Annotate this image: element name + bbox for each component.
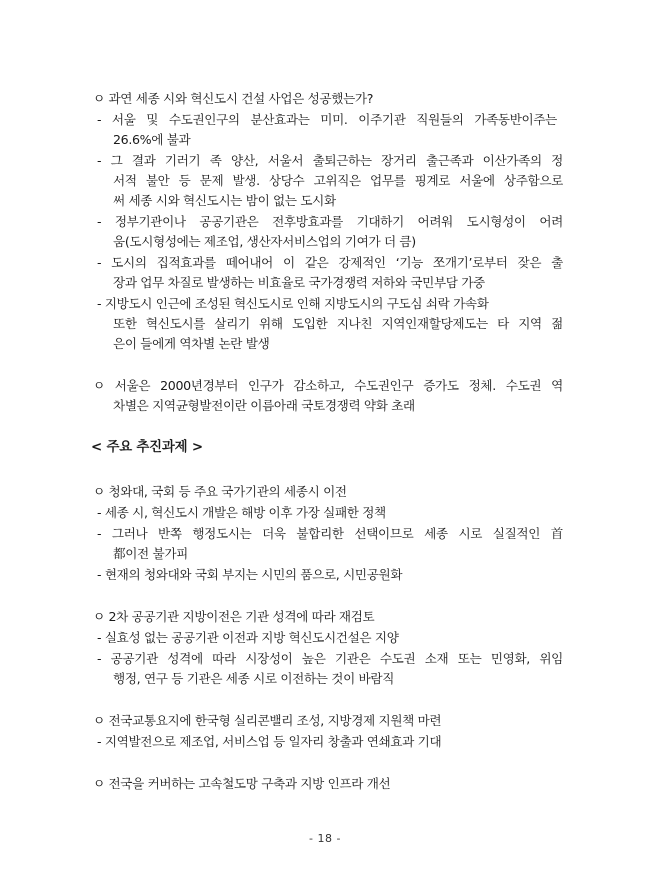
bullet-line: ㅇ 과연 세종 시와 혁신도시 건설 사업은 성공했는가? (93, 91, 374, 106)
bullet-line-continued: 차별은 지역균형발전이란 이름아래 국토경쟁력 약화 초래 (113, 398, 415, 413)
dash-item-line: - 지방도시 인근에 조성된 혁신도시로 인해 지방도시의 구도심 쇠락 가속화 (97, 296, 489, 311)
dash-item-line: 서적 불안 등 문제 발생. 상당수 고위직은 업무를 핑계로 서울에 상주함으로 (113, 173, 563, 188)
dash-item-line: 장과 업무 차질로 발생하는 비효율로 국가경쟁력 저하와 국민부담 가중 (113, 275, 485, 290)
dash-item-line: - 현재의 청와대와 국회 부지는 시민의 품으로, 시민공원화 (97, 567, 403, 582)
bullet-line: ㅇ 전국을 커버하는 고속철도망 구축과 지방 인프라 개선 (93, 776, 391, 791)
dash-item-line: 은이 들에게 역차별 논란 발생 (113, 336, 270, 351)
dash-item-line: 26.6%에 불과 (113, 132, 191, 147)
section-heading: < 주요 추진과제 > (91, 440, 203, 455)
bullet-line: ㅇ 2차 공공기관 지방이전은 기관 성격에 따라 재검토 (93, 609, 375, 624)
bullet-line: ㅇ 서울은 2000년경부터 인구가 감소하고, 수도권인구 증가도 정체. 수도권 역 (93, 378, 563, 393)
dash-item-line: - 서울 및 수도권인구의 분산효과는 미미. 이주기관 직원들의 가족동반이주는 (97, 112, 557, 127)
dash-item-line: - 공공기관 성격에 따라 시장성이 높은 기관은 수도권 소재 또는 민영화, 위임 (97, 651, 563, 666)
dash-item-line: 또한 혁신도시를 살리기 위해 도입한 지나친 지역인재할당제도는 타 지역 젊 (113, 316, 563, 331)
dash-item-line: 움(도시형성에는 제조업, 생산자서비스업의 기여가 더 큼) (113, 234, 416, 249)
dash-item-line: - 지역발전으로 제조업, 서비스업 등 일자리 창출과 연쇄효과 기대 (97, 734, 442, 749)
dash-item-line: - 그 결과 기러기 족 양산, 서울서 출퇴근하는 장거리 출근족과 이산가족의 정 (97, 153, 563, 168)
bullet-line: ㅇ 청와대, 국회 등 주요 국가기관의 세종시 이전 (93, 484, 347, 499)
dash-item-line: - 도시의 집적효과를 떼어내어 이 같은 강제적인 ‘기능 쪼개기’로부터 잦은 출 (97, 255, 563, 270)
dash-item-line: - 정부기관이나 공공기관은 전후방효과를 기대하기 어려워 도시형성이 어려 (97, 214, 563, 229)
dash-item-line: - 세종 시, 혁신도시 개발은 해방 이후 가장 실패한 정책 (97, 505, 386, 520)
dash-item-line: 都이전 불가피 (113, 546, 188, 561)
dash-item-line: - 실효성 없는 공공기관 이전과 지방 혁신도시건설은 지양 (97, 630, 399, 645)
page-number: - 18 - (309, 832, 341, 845)
dash-item-line: 행정, 연구 등 기관은 세종 시로 이전하는 것이 바람직 (113, 671, 395, 686)
dash-item-line: 써 세종 시와 혁신도시는 밤이 없는 도시화 (113, 193, 336, 208)
dash-item-line: - 그러나 반쪽 행정도시는 더욱 불합리한 선택이므로 세종 시로 실질적인 首 (97, 526, 563, 541)
bullet-line: ㅇ 전국교통요지에 한국형 실리콘밸리 조성, 지방경제 지원책 마련 (93, 713, 442, 728)
